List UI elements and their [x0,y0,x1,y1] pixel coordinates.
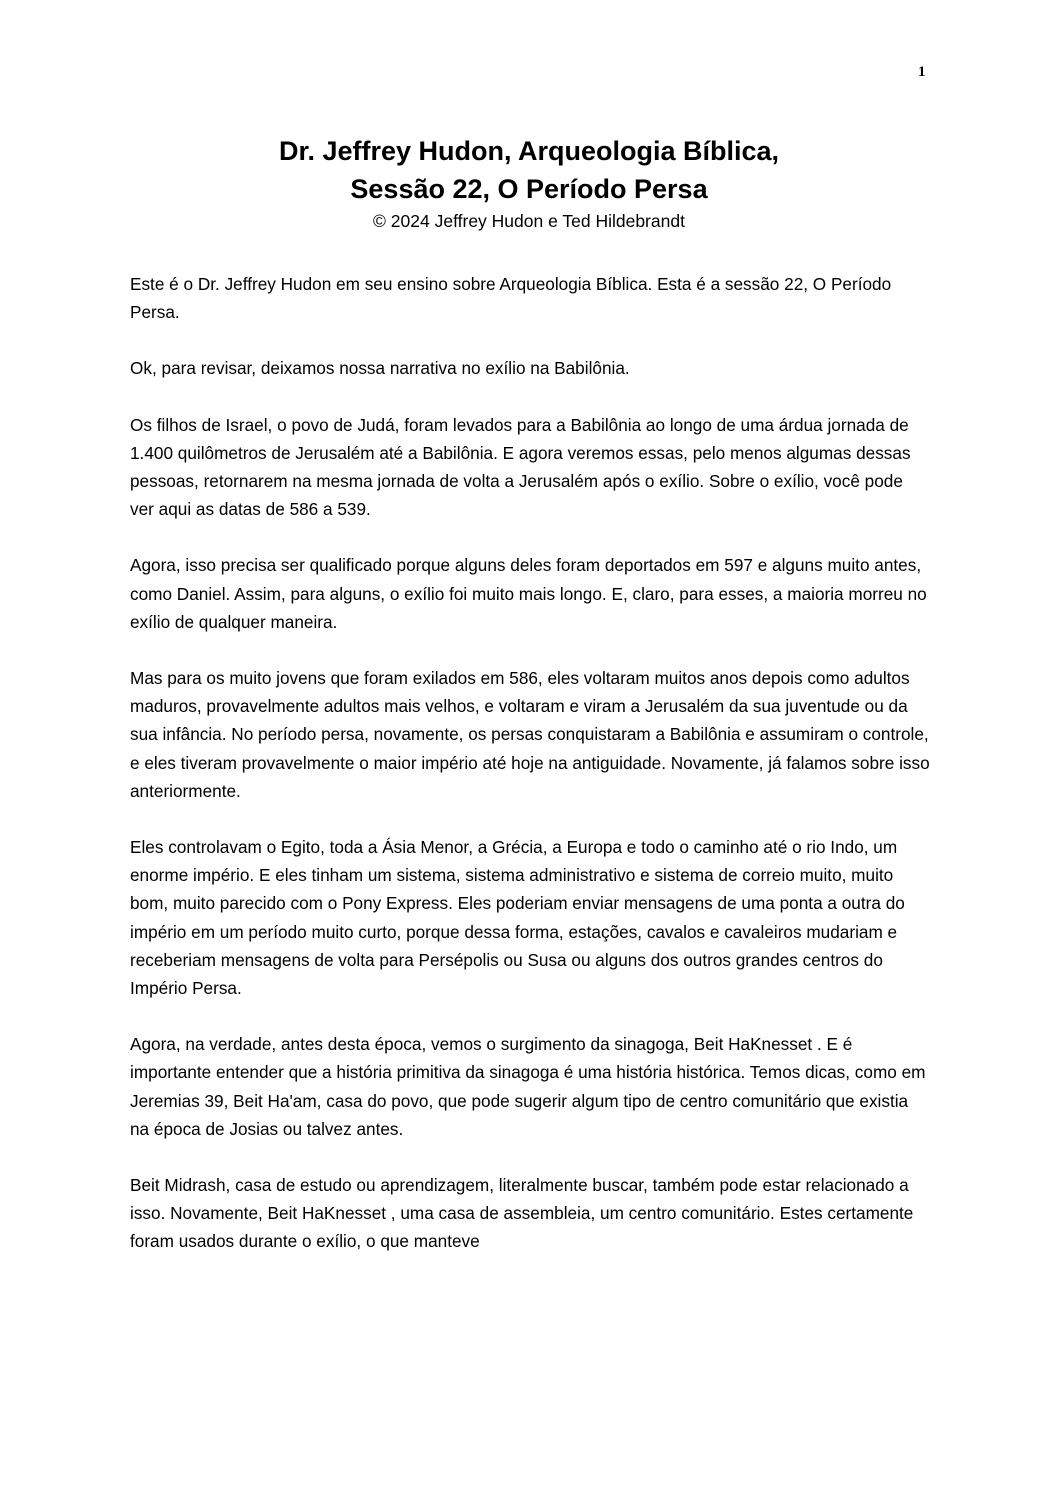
paragraph: Os filhos de Israel, o povo de Judá, foram levados para a Babilônia ao longo de uma árdua jornada de 1.400 quilômetros de Jerusalém até a Babilônia. E agora veremos essas, pelo menos algumas dessas pessoas, retornarem na mesma jornada de volta a Jerusalém após o exílio. Sobre o exílio, você pode ver aqui as datas de 586 a 539. [130,414,911,520]
page-title-line-2: Sessão 22, O Período Persa [350,174,708,204]
paragraph: Beit Midrash, casa de estudo ou aprendizagem, literalmente buscar, também pode estar relacionado a isso. Novamente, Beit HaKnesset , uma casa de assembleia, um centro comunitário. Estes certamente foram usados durante o exílio, o que manteve [130,1175,914,1252]
paragraph: Ok, para revisar, deixamos nossa narrativa no exílio na Babilônia. [130,358,630,379]
paragraph: Eles controlavam o Egito, toda a Ásia Menor, a Grécia, a Europa e todo o caminho até o rio Indo, um enorme império. E eles tinham um sistema, sistema administrativo e sistema de correio muito, muito bom, muito parecido com o Pony Express. Eles poderiam enviar mensagens de uma ponta a outra do império em um período muito curto, porque dessa forma, estações, cavalos e cavaleiros mudariam e receberiam mensagens de volta para Persépolis ou Susa ou alguns dos outros grandes centros do Império Persa. [130,837,905,999]
title-block [0,132,1058,234]
page-title-line-1: Dr. Jeffrey Hudon, Arqueologia Bíblica, [278,136,780,166]
paragraph: Agora, na verdade, antes desta época, vemos o surgimento da sinagoga, Beit HaKnesset . E é importante entender que a história primitiva da sinagoga é uma história histórica. Temos dicas, como em Jeremias 39, Beit Ha'am, casa do povo, que pode sugerir algum tipo de centro comunitário que existia na época de Josias ou talvez antes. [130,1034,926,1139]
page-number: 1 [918,64,926,80]
paragraph: Mas para os muito jovens que foram exilados em 586, eles voltaram muitos anos depois como adultos maduros, provavelmente adultos mais velhos, e voltaram e viram a Jerusalém da sua juventude ou da sua infância. No período persa, novamente, os persas conquistaram a Babilônia e assumiram o controle, e eles tiveram provavelmente o maior império até hoje na antiguidade. Novamente, já falamos sobre isso anteriormente. [130,668,930,801]
paragraph: Agora, isso precisa ser qualificado porque alguns deles foram deportados em 597 e alguns muito antes, como Daniel. Assim, para alguns, o exílio foi muito mais longo. E, claro, para esses, a maioria morreu no exílio de qualquer maneira. [130,555,927,632]
document-body [130,270,930,1284]
paragraph: Este é o Dr. Jeffrey Hudon em seu ensino sobre Arqueologia Bíblica. Esta é a sessão 22, O Período Persa. [130,274,892,323]
copyright-notice: © 2024 Jeffrey Hudon e Ted Hildebrandt [373,211,685,231]
